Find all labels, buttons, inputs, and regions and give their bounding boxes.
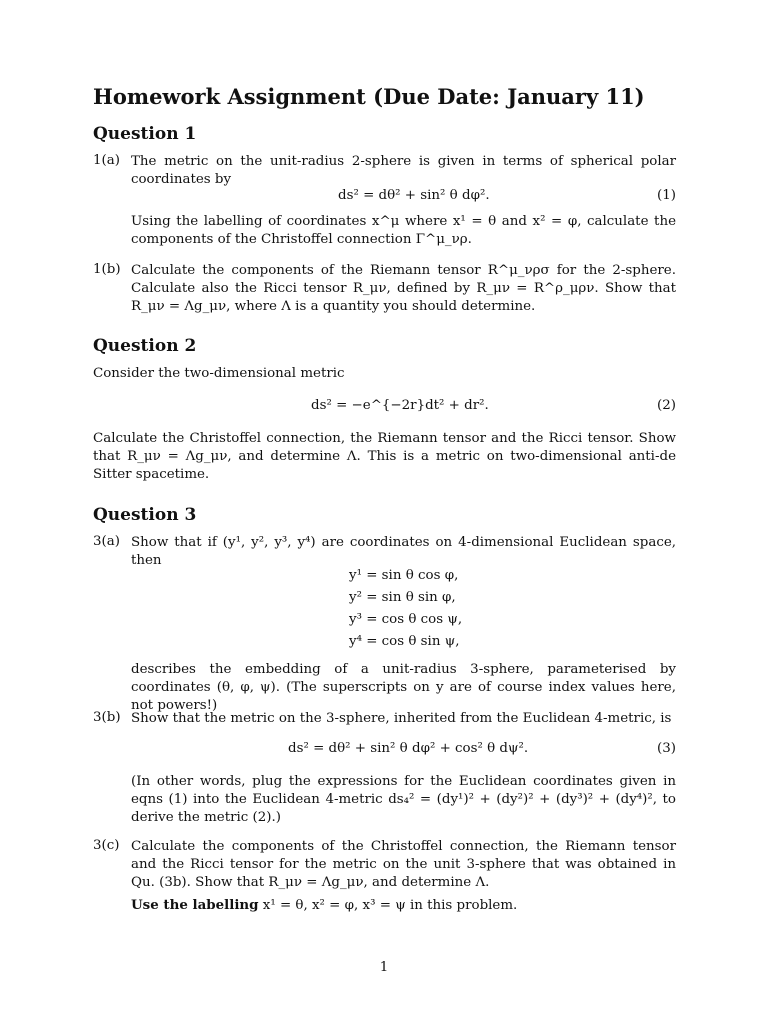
- embedding-eq-3: y³ = cos θ cos ψ,: [349, 612, 463, 627]
- q1b-label: 1(b): [93, 262, 121, 277]
- q3c-label: 3(c): [93, 838, 120, 853]
- q3c-rest-text: x¹ = θ, x² = φ, x³ = ψ in this problem.: [262, 898, 518, 913]
- page-number: 1: [379, 960, 389, 975]
- q1a-text: The metric on the unit-radius 2-sphere is given in terms of spherical polar coordinates by: [131, 154, 676, 187]
- q3b-label: 3(b): [93, 710, 121, 725]
- q1a-text-2: Using the labelling of coordinates x^μ where x¹ = θ and x² = φ, calculate the components of the Christoffel connection Γ^μ_νρ.: [131, 214, 676, 247]
- equation-2: ds² = −e^{−2r}dt² + dr².: [311, 398, 489, 413]
- embedding-equations: [349, 565, 462, 653]
- equation-3-number: (3): [657, 741, 676, 756]
- question-1-heading: Question 1: [93, 124, 197, 144]
- equation-1: ds² = dθ² + sin² θ dφ².: [338, 188, 490, 203]
- equation-1-number: (1): [657, 188, 676, 203]
- embedding-eq-4: y⁴ = cos θ sin ψ,: [349, 634, 460, 649]
- q1b-text: Calculate the components of the Riemann tensor R^μ_νρσ for the 2-sphere. Calculate also the Ricci tensor R_μν, defined by R_μν = R^ρ_μρν. Show that R_μν = Λg_μν, where Λ is a quantity you should determine.: [131, 263, 676, 314]
- q3b-text: Show that the metric on the 3-sphere, inherited from the Euclidean 4-metric, is: [131, 711, 672, 726]
- q3c-instruction: [131, 896, 676, 915]
- embedding-eq-2: y² = sin θ sin φ,: [349, 590, 456, 605]
- q3b-text-2: (In other words, plug the expressions for the Euclidean coordinates given in eqns (1) into the Euclidean 4-metric ds₄² = (dy¹)² + (dy²)² + (dy³)² + (dy⁴)², to derive the metric (2).): [131, 774, 676, 825]
- q3a-text: Show that if (y¹, y², y³, y⁴) are coordinates on 4-dimensional Euclidean space, then: [131, 535, 676, 568]
- equation-2-number: (2): [657, 398, 676, 413]
- q2-text: Calculate the Christoffel connection, the Riemann tensor and the Ricci tensor. Show that R_μν = Λg_μν, and determine Λ. This is a metric on two-dimensional anti-de Sitter spacetime.: [93, 431, 676, 482]
- question-3-heading: Question 3: [93, 505, 197, 525]
- q3a-text-2: describes the embedding of a unit-radius 3-sphere, parameterised by coordinates (θ, φ, ψ). (The superscripts on y are of course index values here, not powers!): [131, 662, 676, 713]
- q3c-bold-text: Use the labelling: [131, 897, 259, 913]
- equation-3: ds² = dθ² + sin² θ dφ² + cos² θ dψ².: [288, 741, 529, 756]
- q3a-label: 3(a): [93, 534, 120, 549]
- page-title: Homework Assignment (Due Date: January 11): [93, 84, 645, 109]
- q3c-text: Calculate the components of the Christoffel connection, the Riemann tensor and the Ricci tensor for the metric on the unit 3-sphere that was obtained in Qu. (3b). Show that R_μν = Λg_μν, and determine Λ.: [131, 839, 676, 890]
- embedding-eq-1: y¹ = sin θ cos φ,: [349, 568, 459, 583]
- q1a-label: 1(a): [93, 153, 120, 168]
- question-2-heading: Question 2: [93, 336, 197, 356]
- q2-intro: Consider the two-dimensional metric: [93, 366, 345, 381]
